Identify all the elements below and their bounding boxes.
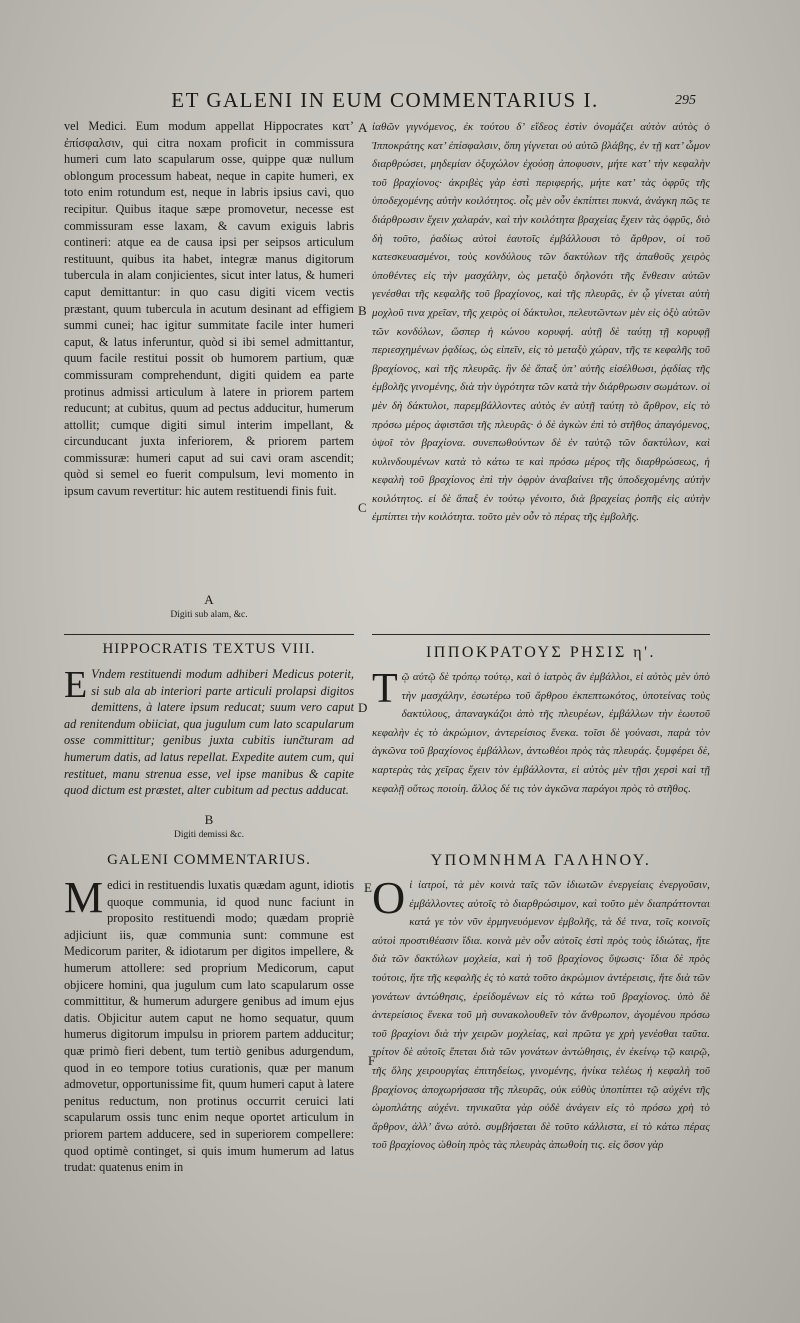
latin-paragraph: vel Medici. Eum modum appellat Hippocrates κατ’ ἐπίσφαλσιν, qui citra noxam proficit in commissura humeri cum lato scapularum osse, quippe quæ nullum oblongum processum habeat, neque in capite humeri, ex toto enim rotundum est, neque in labris ipsius cavi, quo recipitur. Quibus itaque sæpe promovetur, necesse est commissuram esse laxam, & cavum exiguis labris contineri: atque ea de causa ipsi per seipsos articulum restituunt, quibus ita habet, integræ manus digitorum tubercula in alam conjicientes, sicut inter latus, & humeri caput demittantur: in quo casu digiti vicem vectis præstant, quum tubercula in acutum desinant ad effigiem summi cunei; hac igitur summitate facile inter humeri caput, & latus inferuntur, quòd si ibi semel admittantur, quum facile restitui possit ob humorem partium, quæ commissuram comprehendunt, digiti quidem ea parte protinus admissi articulum à latere in priorem partem reducunt; at cubitus, quum ad pectus adducitur, humerum attollit; cumque digiti simul interim impellant, & circunducant juxta inferiorem, & priorem partem commissuræ: humeri caput ad sui cavi oram ascendit; quòd si semel eo fuerit compulsum, levi momento in ipsum cavum revertitur: hic autem restituendi finis fuit.: [64, 119, 354, 499]
figure-b-caption: Digiti demissi &c.: [174, 830, 244, 840]
dropcap-omicron: Ο: [372, 876, 406, 923]
page-number: 295: [675, 93, 696, 108]
hippocrates-textus-text: Vndem restituendi modum adhiberi Medicus poterit, si sub ala ab interiori parte articuli prolapsi digitos demittens, à latere ipsum reducat; suum vero caput ad renitendum obiiciat, qua jugulum cum lato scapularum osse committitur; genibus juxta cubitis iunčturam ad humerum datis, ad latus repellat. Expedite autem cum, qui restituet, manu strenua esse, vel ipse manibus & capite quod dictum est præstet, alter cubitum ad pectus adducat.: [64, 667, 354, 798]
figure-a-caption: Digiti sub alam, &c.: [170, 610, 248, 620]
dropcap-tau: Τ: [372, 668, 398, 712]
figure-a-letter: A: [204, 592, 214, 607]
latin-column: [64, 118, 354, 1309]
hypomnema-galenou-title: ΥΠΟΜΝΗΜΑ ΓΑΛΗΝΟΥ.: [430, 852, 652, 869]
galeni-commentarius-title: GALENI COMMENTARIUS.: [107, 852, 311, 868]
greek-column: [372, 118, 710, 1251]
hippocrates-rhesis: [372, 668, 710, 838]
hypomnema-galenou: [372, 876, 710, 1251]
hypomnema-galenou-text: ἱ ἰατροί, τὰ μὲν κοινὰ ταῖς τῶν ἰδιωτῶν ἐνεργείαις ἐνεργοῦσιν, ἐμβάλλοντες αὐτοῖς τὸ διαρθρώσιμον, καὶ τοῦτο μὲν διαπράττονται κατά γε τὸν νῦν ἑρμηνευόμενον ἐμβολῆς, τὰ δέ τινα, τοῖς κοινοῖς αὐτοὶ προστιθέασιν ἴδια. κοινὰ μὲν οὖν αὐτοῖς ἐστὶ πρὸς τοὺς ἰδιώτας, ἥτε διὰ τῶν δακτύλων μοχλεία, καὶ ἡ τοῦ βραχίονος ὕψωσις· ἴδια δὲ πρὸς τούτοις, ἥτε τῆς κεφαλῆς ἐς τὸ κατὰ τοῦτο ἀκρώμιον ἀντέρεισις, ἥτε διὰ τῶν γονάτων ἀντώθησις, ἐρείδομένων εἰς τὸ κάτω τοῦ βραχίονος. ὑπὸ δὲ ἀντερείσιος ἕνεκα τοῦ μὴ συνακολουθεῖν τὸν ἄνθρωπον, ἀγομένου πρόσω τοῦ βραχίονι διὰ τὴν χειρῶν μοχλείας, καὶ πρῶτα γε χρὴ γενέσθαι ταῦτα. τρίτον δὲ αὐτοῖς ἔπεται διὰ τῶν γονάτων ἀντώθησις, ἐν ἐκείνῳ τῷ καιρῷ, τῆς ὅλης χειρουργίας ἐπιτηδείως, γινομένης, ἡνίκα τελέως ἡ κεφαλὴ τοῦ βραχίονος ἀποχωρήσασα τῆς πλευρᾶς, οὐκ εὐθὺς ὑποπίπτει τῷ αὐχένι τῆς ὠμοπλάτης αὐχένι. τηνικαῦτα γὰρ οὐδὲ ἀνάγειν εἰς τὸ πρόσω χρὴ τὸ ἄρθρον, ἀλλ’ ἄνω αὐτὸ. συμβήσεται δὲ τοῦτο κάλλιστα, εἰ τὸ κάτω πέρας τοῦ βραχίονος ὠθοίη πρὸς τὰς πλευρὰς ἀπωθοίη τις. εἰς ὅσον γὰρ: [372, 879, 710, 1152]
hippocrates-textus-title: HIPPOCRATIS TEXTUS VIII.: [102, 641, 316, 657]
hippocrates-textus: [64, 666, 354, 802]
margin-letter-e: E: [364, 880, 372, 895]
margin-letter-a: A: [358, 120, 368, 135]
running-title: ET GALENI IN EUM COMMENTARIUS I.: [171, 88, 599, 112]
figure-b-letter: B: [204, 812, 214, 827]
dropcap-m: M: [64, 877, 104, 922]
section-rule-greek: [372, 634, 710, 635]
galeni-commentarius-text: edici in restituendis luxatis quædam agunt, idiotis quoque communia, id quod nunc faciunt in proposito restituendi modo; quædam propriè adjiciunt iis, quæ communia sunt: commune est Medicorum pariter, & idiotarum per digitos impellere, & humerum attollere: sed proprium Medicorum, caput objicere homini, qua jugulum cum lato scapularum osse committitur, & humerum adurgere genibus ad imum ejus datis. Objicitur autem caput ne homo sequatur, quum humerus digitorum impulsu in priorem partem adducitur; quæ primò fieri debent, tum tertiò genibus adurgendum, quod in eo tempore totius curationis, quæ per manum admovetur, opportunissime fit, quum humeri caput à latere penitus reductum, non protinus occurrit ceruici lati scapularum ossis tunc enim neque oportet articulum in priorem partem adducere, sed in superiorem compellere: quod optimè continget, si quis imum humerum ad latus trudat: quatenus enim in: [64, 878, 354, 1175]
galeni-commentarius: [64, 877, 354, 1309]
dropcap-e: E: [64, 666, 88, 706]
hippocrates-rhesis-text: ῷ αὐτῷ δὲ τρόπῳ τούτῳ, καὶ ὁ ἰατρὸς ἂν ἐμβάλλοι, εἰ αὐτὸς μὲν ὑπὸ τὴν μασχάλην, ἐσωτέρω τοῦ ἄρθρου ἐκπεπτωκότος, ὑποτείνας τοὺς δακτύλους, ἀπαναγκάζοι ἀπὸ τῆς πλευρέων, ἐμβάλλων τὴν ἑωυτοῦ κεφαλὴν ἐς τὸ ἀκρώμιον, ἀντερείσιος ἕνεκα. τοῖσι δὲ γούνασι, παρὰ τὸν ἀγκῶνα τοῦ βραχίονος ἐμβάλλων, ἀντωθέοι πρὸς τὰς πλευράς. ξυμφέρει δὲ, καρτερὰς τὰς χεῖρας ἔχειν τὸν ἐμβάλλοντα, εἰ αὐτὸς μὲν τῇσι χερσὶ καὶ τῇ κεφαλῇ οὕτως ποιοίη. ἄλλος δέ τις τὸν ἀγκῶνα παράγοι πρὸς τὸ στῆθος.: [372, 671, 710, 795]
section-rule: [64, 634, 354, 635]
hippocrates-rhesis-title: ΙΠΠΟΚΡΑΤΟΥΣ ΡΗΣΙΣ η'.: [425, 644, 657, 661]
margin-letter-d: D: [358, 700, 368, 715]
margin-letter-f: F: [368, 1053, 376, 1068]
margin-letter-b: B: [358, 303, 367, 318]
greek-paragraph: ἰαθῶν γιγνόμενος, ἐκ τούτου δ’ εἴδεος ἐστὶν ὀνομάζει αὐτὸν αὐτὸς ὁ Ἱπποκράτης κατ’ ἐπίσφαλσιν, ὅπη γίγνεται οὐ αὐτῶ βλάβης, ἐν τῇ κατ’ ὦμον διαρθρώσει, μηδεμίαν ὀξυχώλον ἐχούσῃ ἀποφυσιν, μήτε κατ’ τὴν κεφαλὴν τοῦ βραχίονος· ἀκριβὲς γὰρ ἐστὶ περιφερής, μήτε κατ’ τὰς ὀφρῦς τῆς ὑποδεχομένης αὐτὴν κοιλότητος. οἷς μὲν οὖν ἐκπίπτει πυκνά, ἀνάγκη πῶς τε διάρθρωσιν ἔχειν χαλαράν, καὶ τὴν κοιλότητα βραχείας ἔχειν τὰς ὀφρῦς, διὸ δὴ τοῦτο, ῥαδίως αὐτοὶ ἑαυτοῖς ἐμβάλλουσι τὸ ἄρθρον, οἱ τοῦ κατεσκευασμένοι, τοὺς κονδύλους τῶν δακτύλων τῆς ἀπαθοῦς χειρὸς ὑποθέντες εἰς τὴν μασχάλην, ὡς μεταξὺ δηλονότι τῆς ἔνθεσιν αὐτῶν γενέσθαι τῆς κεφαλῆς τοῦ βραχίονος, καὶ τῆς πλευρᾶς, ἐν ᾧ γίνεται αὐτὴ μοχλοῦ τινα χρεῖαν, τῆς χειρὸς οἱ δάκτυλοι, πελευτῶντων μὲν εἰς ὀξὺ αὐτῶν τῶν κονδύλων, ὥσπερ ἡ κώνου κορυφή. αὐτῇ δὲ ταύτῃ τῇ κορυφῇ περιεσχημένων ῥᾳδίως, ὡς εἰπεῖν, εἰς τὸ μεταξὺ χώραν, τῆς τε κεφαλῆς τοῦ βραχίονος, καὶ τῆς πλευρᾶς. ἣν δὲ ἅπαξ ὑπ’ αὐτῆς εἰσέλθωσι, ῥᾳδίας τῆς ἐμβολῆς γινομένης, διὰ τὴν ὑγρότητα τῶν κατὰ τὴν διάρθρωσιν σωμάτων. οἱ μὲν δὴ δάκτυλοι, παρεμβάλλοντες αὐτὸς ἐν αὐτῇ ταύτῃ τὸ ἄρθρον, εἰς τὸ πρόσω μέρος ἀφιστᾶσι τῆς πλευρᾶς· ὁ δὲ ἀγκὼν ἐπὶ τὸ στῆθος ἀπαγόμενος, ὑψοῖ τὸν βραχίονα. συνεπωθούντων δὲ ἐν ταὐτῷ τῶν δακτύλων, καὶ κυλινδουμένων κατὰ τὸ κάτω τε καὶ πρόσω μέρος τῆς διαρθρώσεως, ἡ κεφαλὴ τοῦ βραχίονος ἐπὶ τὴν ὀφρὺν ἀναβαίνει τῆς ὑποδεχομένης αὐτὴν κοιλότητος. εἰ δὲ ἅπαξ ἐν τούτῳ γένοιτο, διὰ βραχείας ῥοπῆς εἰς αὐτὴν ἐμπίπτει τὴν κοιλότητα. τοῦτο μὲν οὖν τὸ πέρας τῆς ἐμβολῆς.: [372, 121, 710, 524]
margin-letter-c: C: [358, 500, 367, 515]
